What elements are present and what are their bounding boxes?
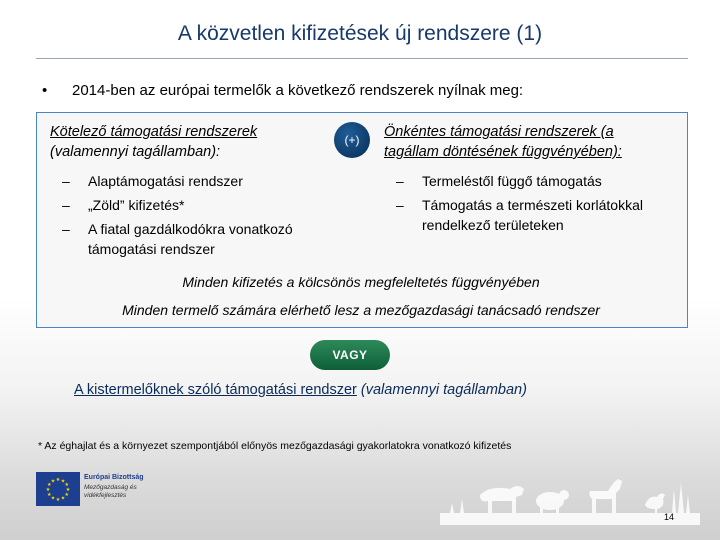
european-commission-logo [36,472,154,508]
small-farmers-suffix: (valamennyi tagállamban) [356,382,527,398]
eu-flag-icon [36,472,80,506]
svg-text:★: ★ [65,487,71,493]
svg-text:★: ★ [64,482,69,488]
svg-text:★: ★ [50,495,56,502]
svg-text:★: ★ [64,492,69,498]
svg-text:★: ★ [47,482,52,488]
small-farmers-scheme [74,382,527,398]
svg-text:★: ★ [45,487,51,493]
small-farmers-title: A kistermelőknek szóló támogatási rendszer [74,382,357,398]
list-item: – Támogatás a természeti korlátokkal rendelkező területeken [396,197,643,233]
cross-compliance-note: Minden kifizetés a kölcsönös megfeleltetés függvényében [182,274,540,290]
list-item: – „Zöld” kifizetés* [62,197,185,213]
voluntary-schemes-heading [384,122,622,162]
svg-text:★: ★ [55,477,61,483]
list-item: – Alaptámogatási rendszer [62,173,243,189]
title-divider [36,58,688,59]
page-number: 14 [664,512,675,522]
slide-title: A közvetlen kifizetések új rendszere (1) [177,22,543,45]
mandatory-heading-line2: (valamennyi tagállamban): [50,144,221,160]
bullet-text: 2014-ben az európai termelők a következő rendszerek nyílnak meg: [72,82,524,99]
advisory-system-note: Minden termelő számára elérhető lesz a mezőgazdasági tanácsadó rendszer [122,302,600,318]
list-item: – A fiatal gazdálkodókra vonatkozó támogatási rendszer [62,221,293,257]
logo-name: Európai Bizottság [84,474,144,481]
svg-text:★: ★ [50,478,56,485]
voluntary-heading-line1: Önkéntes támogatási rendszerek (a [384,124,614,140]
svg-text:★: ★ [60,495,66,502]
logo-subtitle: Mezőgazdaság és vidékfejlesztés [84,484,137,499]
svg-text:★: ★ [55,497,61,503]
svg-text:★: ★ [47,492,52,498]
plus-badge: (+) [334,122,370,158]
mandatory-heading-line1: Kötelező támogatási rendszerek [50,124,258,140]
farm-animals-silhouette-icon [440,455,700,525]
voluntary-heading-line2: tagállam döntésének függvényében): [384,144,622,160]
footnote: * Az éghajlat és a környezet szempontjából előnyös mezőgazdasági gyakorlatokra vonatkozó kifizetés [38,440,512,452]
or-badge: VAGY [310,340,390,370]
list-item: – Termeléstől függő támogatás [396,173,602,189]
mandatory-schemes-heading [50,122,257,162]
bullet-marker: • [42,82,48,99]
svg-text:★: ★ [60,478,66,485]
